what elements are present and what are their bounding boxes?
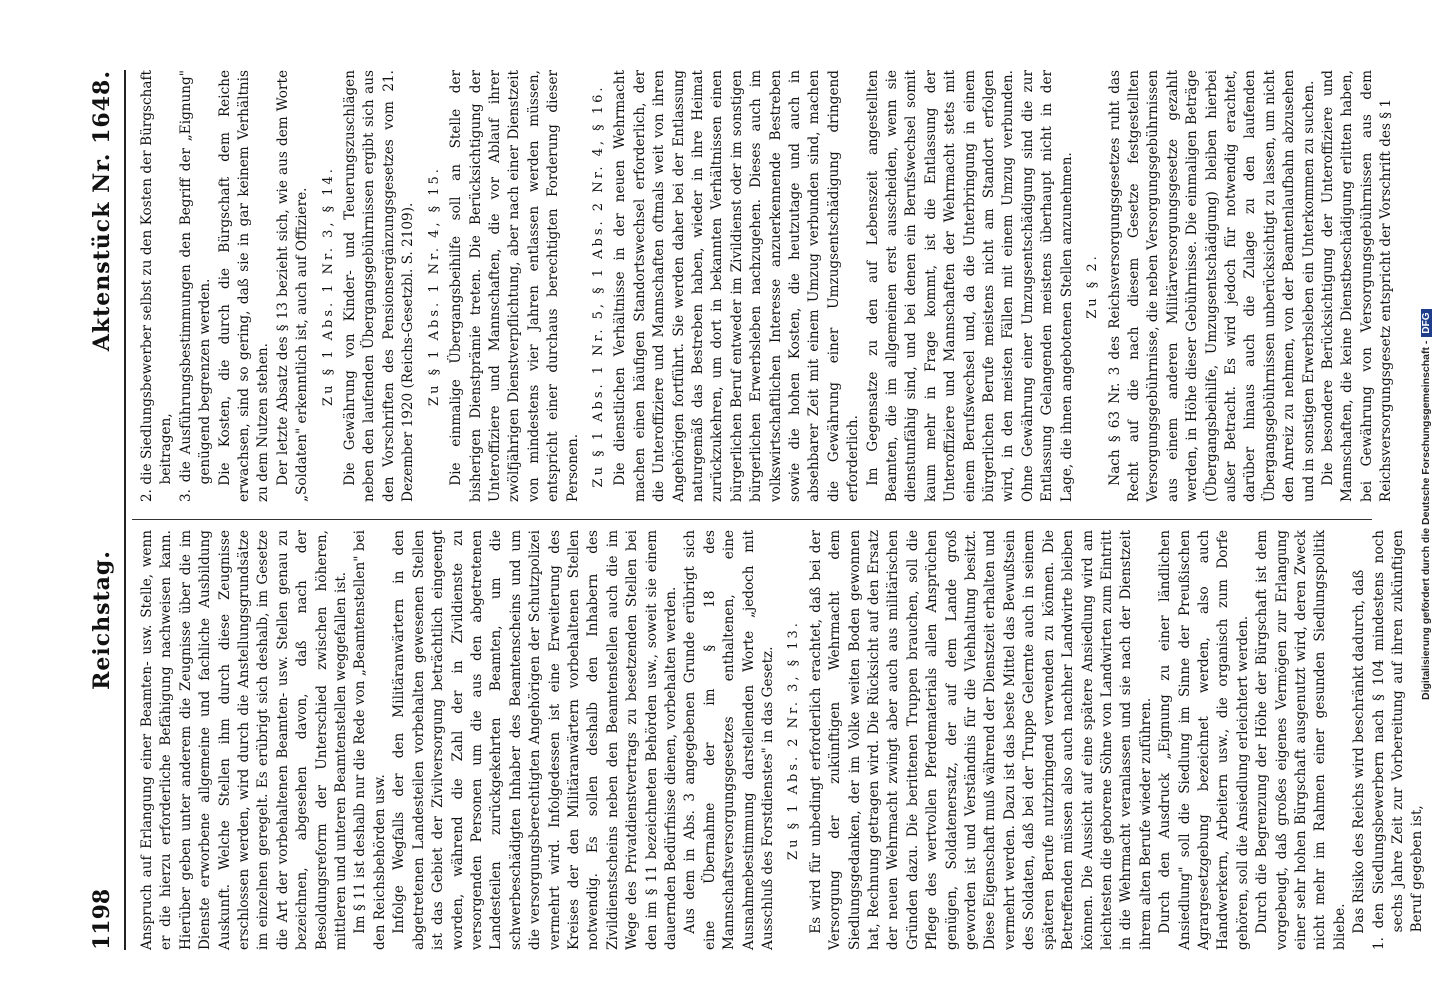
list-item: 1. den Siedlungsbewerbern nach § 104 mindestens noch sechs Jahre Zeit zur Vorbereitung auf ihren zukünftigen Beruf gegeben ist, [1370,530,1426,950]
header-left-title: Reichstag. [89,550,115,690]
paragraph: Durch die Begrenzung der Höhe der Bürgschaft ist dem vorgebeugt, daß großes eigenes Vermögen zur Erlangung einer sehr hohen Bürgschaft ausgenutzt wird, deren Zweck nicht mehr im Rahmen einer gesunden Siedlungspolitik bliebe. [1254,530,1348,950]
paragraph: Die einmalige Übergangsbeihilfe soll an Stelle der bisherigen Dienstprämie treten. Die Berücksichtigung der Unteroffiziere und Mannschaften, die vor Ablauf ihrer zwölfjährigen Dienstverpflichtung, aber nach einer Dienstzeit von mindestens vier Jahren entlassen werden müssen, entspricht einer durchaus berechtigten Forderung dieser Personen. [448,70,581,502]
paragraph: Im Gegensatze zu den auf Lebenszeit angestellten Beamten, die im allgemeinen erst ausscheiden, wenn sie dienstunfähig sind, und bei denen ein Berufswechsel somit kaum mehr in Frage kommt, ist die Entlassung der Unteroffiziere und Mannschaften der Wehrmacht stets mit einem Berufswechsel und, da die Unterbringung in einem bürgerlichen Berufe meistens nicht am Standort erfolgen wird, in den meisten Fällen mit einem Umzug verbunden. Ohne Gewährung einer Umzugsentschädigung sind die zur Entlassung Gelangenden meistens überhaupt nicht in der Lage, die ihnen angebotenen Stellen anzunehmen. [864,70,1075,502]
digitization-credit [1420,10,1440,700]
paragraph: Anspruch auf Erlangung einer Beamten- usw. Stelle, wenn er die hierzu erforderliche Befähigung nachweisen kann. Hierüber geben unter anderem die Zeugnisse über die im Dienste erworbene allgemeine und fachliche Ausbildung Auskunft. Welche Stellen ihm durch diese Zeugnisse erschlossen werden, wird durch die Anstellungsgrundsätze im einzelnen geregelt. Es erübrigt sich deshalb, im Gesetze die Art der vorbehaltenen Beamten- usw. Stellen genau zu bezeichnen, abgesehen davon, daß nach der Besoldungsreform der Unterschied zwischen höheren, mittleren und unteren Beamtenstellen weggefallen ist. [139,530,350,950]
page-header [80,70,126,950]
page-number: 1198 [89,888,115,950]
section-heading: Zu § 1 Abs. 2 Nr. 3, § 13. [786,620,802,860]
paragraph: Infolge Wegfalls der den Militäranwärtern in den abgetretenen Landesteilen vorbehalten gewesenen Stellen ist das Gebiet der Zivilversorgung beträchtlich eingeengt worden, während die Zahl der in Zivildienste zu versorgenden Personen um die aus den abgetretenen Landesteilen zurückgekehrten Beamten, um die schwerbeschädigten Inhaber des Beamtenscheins und um die versorgungsberechtigten Angehörigen der Schutzpolizei vermehrt wird. Infolgedessen ist eine Erweiterung des Kreises der den Militäranwärtern vorbehaltenen Stellen notwendig. Es sollen deshalb den Inhabern des Zivildienstscheins neben den Beamtenstellen auch die im Wege des Privatdienstvertrags zu besetzenden Stellen bei den im § 11 bezeichneten Behörden usw., soweit sie einem dauernden Bedürfnisse dienen, vorbehalten werden. [391,530,679,950]
paragraph: Der letzte Absatz des § 13 bezieht sich, wie aus dem Worte „Soldaten" erkenntlich ist, auch auf Offiziere. [274,70,311,502]
section-heading: Zu § 1 Abs. 1 Nr. 5, § 1 Abs. 2 Nr. 4, § 16. [590,84,606,488]
column-divider [132,519,1372,520]
header-right-title: Aktenstück Nr. 1648. [89,70,115,352]
paragraph: Es wird für unbedingt erforderlich erachtet, daß bei der Versorgung der zukünftigen Wehrmacht dem Siedlungsgedanken, der im Volke weiten Boden gewonnen hat, Rechnung getragen wird. Die Rücksicht auf den Ersatz der neuen Wehrmacht zwingt aber auch aus militärischen Gründen dazu. Die berittenen Truppen brauchen, soll die Pflege des wertvollen Pferdematerials allen Ansprüchen genügen, Soldatenersatz, der auf dem Lande groß geworden ist und Verständnis für die Viehhaltung besitzt. Diese Eigenschaft muß während der Dienstzeit erhalten und vermehrt werden. Dazu ist das beste Mittel das Bewußtsein des Soldaten, daß bei der Truppe Gelernte auch in seinem späteren Berufe nutzbringend verwenden zu können. Die Betreffenden müssen also auch nachher Landwirte bleiben können. Die Aussicht auf eine spätere Ansiedlung wird am leichtesten die geborene Söhne von Landwirten zum Eintritt in die Wehrmacht veranlassen und sie nach der Dienstzeit ihrem alten Berufe wieder zuführen. [807,530,1154,950]
paragraph: Das Risiko des Reichs wird beschränkt dadurch, daß [1351,569,1368,934]
section-heading: Zu § 1 Abs. 1 Nr. 3, § 14. [320,166,336,406]
paragraph: Die besondere Berücksichtigung der Unteroffiziere und Mannschaften, die keine Dienstbeschädigung erlitten haben, bei Gewährung von Versorgungsgebührnissen aus dem Reichsversorgungsgesetz entspricht der Vorschrift des § 1 [1319,70,1395,502]
right-column [138,70,1395,502]
paragraph: Die dienstlichen Verhältnisse in der neuen Wehrmacht machen einen häufigen Standortswechsel erforderlich, der die Unteroffiziere und Mannschaften oftmals weit von ihren Angehörigen fortführt. Sie werden daher bei der Entlassung naturgemäß das Bestreben haben, wieder in ihre Heimat zurückzukehren, um dort in bekannten Verhältnissen einen bürgerlichen Beruf entweder im Zivildienst oder im sonstigen bürgerlichen Erwerbsleben nachzugehen. Dieses auch im volkswirtschaftlichen Interesse anzuerkennende Bestreben sowie die hohen Kosten, die heutzutage und auch in absehbarer Zeit mit einem Umzug verbunden sind, machen die Gewährung einer Umzugsentschädigung dringend erforderlich. [612,70,862,502]
list-item: 3. die Ausführungsbestimmungen den Begriff der „Eignung" genügend begrenzen werden. [177,70,214,502]
paragraph: Aus dem in Abs. 3 angegebenen Grunde erübrigt sich eine Übernahme der im § 18 des Mannschaftsversorgungsgesetzes enthaltenen, eine Ausnahmebestimmung darstellenden Worte „jedoch mit Ausschluß des Forstdienstes" in das Gesetz. [682,530,776,950]
paragraph: Nach § 63 Nr. 3 des Reichsversorgungsgesetzes ruht das Recht auf die nach diesem Gesetze festgestellten Versorgungsgebührnisse, die neben Versorgungsgebührnissen aus einem anderen Militärversorgungsgesetze gezahlt werden, in Höhe dieser Gebührnisse. Die einmaligen Beträge (Übergangsbeihilfe, Umzugsentschädigung) bleiben hierbei außer Betracht. Es wird jedoch für notwendig erachtet, darüber hinaus auch die Zulage zu den laufenden Übergangsgebührnissen unberücksichtigt zu lassen, um nicht den Anreiz zu nehmen, von der Beamtenlaufbahn abzusehen und in sonstigen Erwerbsleben ein Unterkommen zu suchen. [1106,70,1317,502]
dfg-logo: DFG [1421,310,1432,337]
paragraph: Die Kosten, die durch die Bürgschaft dem Reiche erwachsen, sind so gering, daß sie in gar keinem Verhältnis zu dem Nutzen stehen. [216,70,272,502]
left-column [138,530,1426,950]
paragraph: Durch den Ausdruck „Eignung zu einer ländlichen Ansiedlung" soll die Siedlung im Sinne der Preußischen Agrargesetzgebung bezeichnet werden, also auch Handwerkern, Arbeitern usw., die organisch zum Dorfe gehören, soll die Ansiedlung erleichtert werden. [1157,530,1251,950]
section-heading: Zu § 2. [1085,253,1101,319]
paragraph: Die Gewährung von Kinder- und Teuerungszuschlägen neben den laufenden Übergangsgebührnissen ergibt sich aus den Vorschriften des Pensionsergänzungsgesetzes vom 21. Dezember 1920 (Reichs-Gesetzbl. S. 2109). [342,70,417,502]
paragraph: Im § 11 ist deshalb nur die Rede von „Beamtenstellen" bei den Reichsbehörden usw. [352,530,388,950]
credit-text: Digitalisierung gefördert durch die Deutsche Forschungsgemeinschaft - [1420,340,1432,700]
list-item: 2. die Siedlungsbewerber selbst zu den Kosten der Bürgschaft beitragen, [139,70,175,502]
section-heading: Zu § 1 Abs. 1 Nr. 4, § 15. [426,166,442,406]
